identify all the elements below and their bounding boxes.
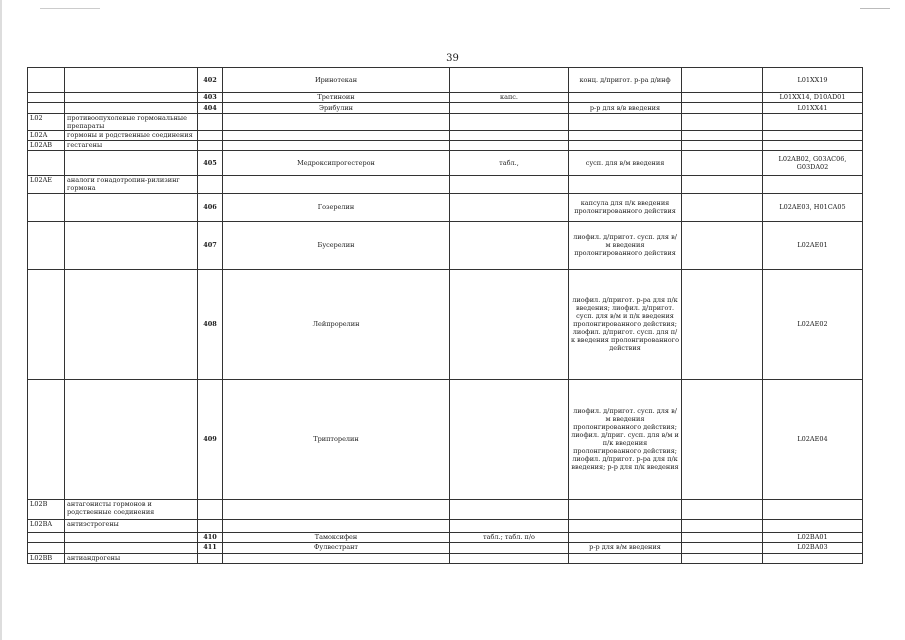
dosage-form — [569, 93, 682, 103]
blank-cell — [682, 519, 763, 532]
table-row — [28, 131, 863, 141]
dosage-form — [569, 499, 682, 519]
dosage-form: капсула для п/к введения пролонгированного действия — [569, 193, 682, 221]
row-number: 409 — [198, 379, 223, 499]
row-group — [65, 221, 198, 269]
blank-cell — [682, 269, 763, 379]
table-row — [28, 542, 863, 553]
blank-cell — [682, 131, 763, 141]
table-row — [28, 176, 863, 193]
row-group: аналоги гонадотропин-рилизинг гормона — [65, 176, 198, 193]
page-number: 39 — [446, 53, 459, 64]
atc-code — [763, 176, 863, 193]
table-row — [28, 379, 863, 499]
table-row — [28, 269, 863, 379]
atc-code: L02AE04 — [763, 379, 863, 499]
row-group — [65, 379, 198, 499]
drug-name: Третиноин — [223, 93, 450, 103]
table-row — [28, 93, 863, 103]
row-group — [65, 193, 198, 221]
dosage-form: р-р для в/м введения — [569, 542, 682, 553]
dosage-form: сусп. для в/м введения — [569, 151, 682, 176]
blank-cell — [682, 151, 763, 176]
drug-name — [223, 131, 450, 141]
drug-name: Фулвестрант — [223, 542, 450, 553]
row-code: L02 — [28, 114, 65, 131]
row-code: L02BA — [28, 519, 65, 532]
dosage-tablet — [450, 176, 569, 193]
blank-cell — [682, 176, 763, 193]
table-row — [28, 499, 863, 519]
dosage-tablet: табл., — [450, 151, 569, 176]
row-group: гормоны и родственные соединения — [65, 131, 198, 141]
dosage-tablet — [450, 103, 569, 114]
dosage-form — [569, 114, 682, 131]
blank-cell — [682, 114, 763, 131]
scan-mark — [40, 8, 100, 9]
table-row — [28, 532, 863, 542]
row-group — [65, 532, 198, 542]
dosage-tablet — [450, 379, 569, 499]
blank-cell — [682, 221, 763, 269]
atc-code: L02AB02, G03AC06, G03DA02 — [763, 151, 863, 176]
drug-name: Лейпрорелин — [223, 269, 450, 379]
row-number: 406 — [198, 193, 223, 221]
drug-name — [223, 553, 450, 563]
dosage-tablet — [450, 499, 569, 519]
row-code — [28, 542, 65, 553]
drug-name — [223, 499, 450, 519]
blank-cell — [682, 379, 763, 499]
row-group: гестагены — [65, 141, 198, 151]
drug-name: Иринотекан — [223, 68, 450, 93]
table-row — [28, 519, 863, 532]
blank-cell — [682, 141, 763, 151]
row-group — [65, 103, 198, 114]
table-row — [28, 114, 863, 131]
dosage-form: р-р для в/в введения — [569, 103, 682, 114]
row-group: антиандрогены — [65, 553, 198, 563]
atc-code — [763, 519, 863, 532]
row-number — [198, 499, 223, 519]
row-code — [28, 379, 65, 499]
row-group — [65, 151, 198, 176]
blank-cell — [682, 68, 763, 93]
atc-code: L01XX14, D10AD01 — [763, 93, 863, 103]
row-number: 410 — [198, 532, 223, 542]
atc-code: L02BA03 — [763, 542, 863, 553]
row-code — [28, 68, 65, 93]
blank-cell — [682, 93, 763, 103]
drug-name — [223, 519, 450, 532]
row-group — [65, 542, 198, 553]
blank-cell — [682, 532, 763, 542]
row-code — [28, 103, 65, 114]
row-number — [198, 131, 223, 141]
row-number — [198, 114, 223, 131]
drug-name: Тамоксифен — [223, 532, 450, 542]
drug-name: Эрибулин — [223, 103, 450, 114]
row-number: 405 — [198, 151, 223, 176]
row-code: L02A — [28, 131, 65, 141]
drug-name: Бусерелин — [223, 221, 450, 269]
dosage-tablet — [450, 269, 569, 379]
row-code: L02AB — [28, 141, 65, 151]
table-row — [28, 193, 863, 221]
row-code — [28, 269, 65, 379]
row-code — [28, 193, 65, 221]
dosage-tablet — [450, 68, 569, 93]
dosage-tablet: табл.; табл. п/о — [450, 532, 569, 542]
atc-code: L01XX19 — [763, 68, 863, 93]
row-code — [28, 221, 65, 269]
row-group — [65, 269, 198, 379]
drug-name — [223, 176, 450, 193]
dosage-tablet — [450, 193, 569, 221]
dosage-form — [569, 176, 682, 193]
drug-name: Трипторелин — [223, 379, 450, 499]
row-number: 402 — [198, 68, 223, 93]
row-code — [28, 532, 65, 542]
atc-code — [763, 499, 863, 519]
blank-cell — [682, 553, 763, 563]
dosage-tablet — [450, 131, 569, 141]
dosage-form — [569, 141, 682, 151]
scan-mark — [860, 8, 890, 9]
row-code — [28, 93, 65, 103]
blank-cell — [682, 193, 763, 221]
dosage-form — [569, 519, 682, 532]
atc-code: L02AE01 — [763, 221, 863, 269]
row-number — [198, 176, 223, 193]
row-code: L02BB — [28, 553, 65, 563]
row-number: 411 — [198, 542, 223, 553]
row-number — [198, 519, 223, 532]
atc-code: L02BA01 — [763, 532, 863, 542]
row-group — [65, 68, 198, 93]
table-row — [28, 151, 863, 176]
dosage-tablet — [450, 553, 569, 563]
dosage-form — [569, 532, 682, 542]
drug-name: Медроксипрогестерон — [223, 151, 450, 176]
row-number: 408 — [198, 269, 223, 379]
dosage-tablet — [450, 114, 569, 131]
table-row — [28, 221, 863, 269]
row-code: L02B — [28, 499, 65, 519]
row-code: L02AE — [28, 176, 65, 193]
row-number — [198, 553, 223, 563]
dosage-tablet — [450, 141, 569, 151]
table-row — [28, 141, 863, 151]
table-row — [28, 103, 863, 114]
dosage-form — [569, 131, 682, 141]
blank-cell — [682, 103, 763, 114]
dosage-tablet — [450, 221, 569, 269]
drug-name — [223, 114, 450, 131]
dosage-form: лиофил. д/пригот. р-ра для п/к введения; лиофил. д/пригот. сусп. для в/м и п/к введения пролонгированного действия; лиофил. д/пригот. сусп. для п/к введения пролонгированного действия — [569, 269, 682, 379]
dosage-tablet — [450, 542, 569, 553]
blank-cell — [682, 499, 763, 519]
dosage-form: лиофил. д/пригот. сусп. для в/м введения пролонгированного действия; лиофил. д/приг. сусп. для в/м и п/к введения пролонгированного действия; лиофил. д/пригот. р-ра для п/к введения; р-р для п/к введения — [569, 379, 682, 499]
atc-code — [763, 141, 863, 151]
atc-code: L02AE02 — [763, 269, 863, 379]
row-group — [65, 93, 198, 103]
row-code — [28, 151, 65, 176]
row-group: противоопухолевые гормональные препараты — [65, 114, 198, 131]
atc-code — [763, 131, 863, 141]
row-number: 403 — [198, 93, 223, 103]
row-group: антагонисты гормонов и родственные соединения — [65, 499, 198, 519]
drug-table — [27, 67, 863, 564]
atc-code — [763, 114, 863, 131]
dosage-tablet — [450, 519, 569, 532]
dosage-form: лиофил. д/пригот. сусп. для в/м введения пролонгированного действия — [569, 221, 682, 269]
atc-code: L01XX41 — [763, 103, 863, 114]
scan-edge — [0, 0, 2, 640]
table-row — [28, 553, 863, 563]
blank-cell — [682, 542, 763, 553]
dosage-form: конц. д/пригот. р-ра д/инф — [569, 68, 682, 93]
row-group: антиэстрогены — [65, 519, 198, 532]
atc-code: L02AE03, H01CA05 — [763, 193, 863, 221]
dosage-form — [569, 553, 682, 563]
drug-name: Гозерелин — [223, 193, 450, 221]
row-number — [198, 141, 223, 151]
atc-code — [763, 553, 863, 563]
drug-name — [223, 141, 450, 151]
row-number: 404 — [198, 103, 223, 114]
dosage-tablet: капс. — [450, 93, 569, 103]
table-row — [28, 68, 863, 93]
row-number: 407 — [198, 221, 223, 269]
